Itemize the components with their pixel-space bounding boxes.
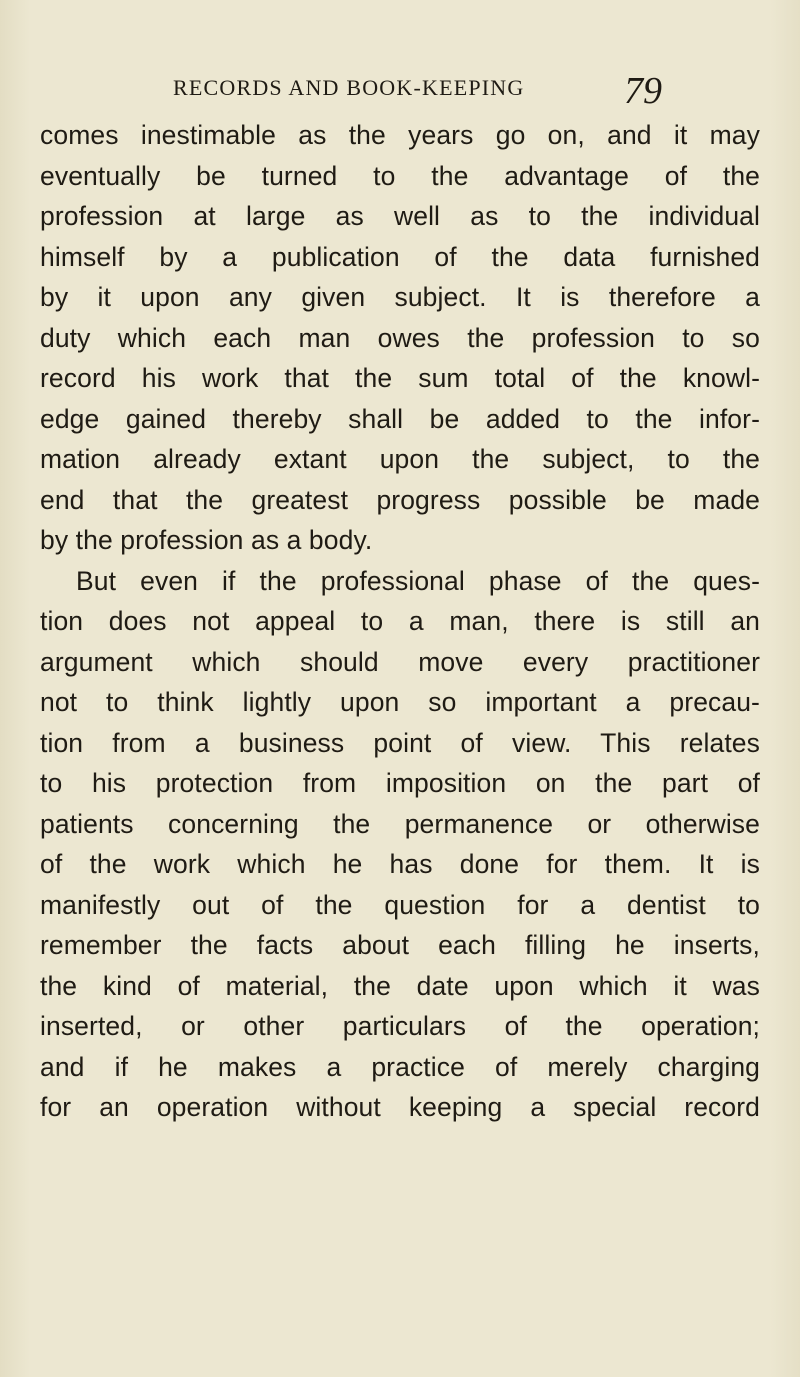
text-line: mation already extant upon the subject, to the [40, 444, 760, 474]
body-text [40, 115, 760, 1128]
text-line: inserted, or other particulars of the operation; [40, 1011, 760, 1041]
text-line: remember the facts about each filling he inserts, [40, 930, 760, 960]
paragraph-first-line: But even if the professional phase of the ques- [76, 565, 760, 596]
page-number: 79 [624, 70, 662, 112]
text-line: comes inestimable as the years go on, and it may [40, 120, 760, 150]
text-line: manifestly out of the question for a dentist to [40, 889, 760, 920]
text-line: duty which each man owes the profession to so [40, 322, 760, 353]
text-line: by it upon any given subject. It is therefore a [40, 282, 760, 312]
text-line: edge gained thereby shall be added to the infor- [40, 403, 760, 434]
text-line: not to think lightly upon so important a precau- [40, 687, 760, 717]
text-line: argument which should move every practitioner [40, 646, 760, 677]
text-line: tion does not appeal to a man, there is still an [40, 606, 760, 636]
text-line: patients concerning the permanence or otherwise [40, 808, 760, 839]
text-line: by the profession as a body. [40, 525, 373, 555]
text-line: end that the greatest progress possible be made [40, 484, 760, 515]
text-line: the kind of material, the date upon which it was [40, 970, 760, 1001]
text-line: himself by a publication of the data furnished [40, 241, 760, 272]
text-line: record his work that the sum total of the knowl- [40, 363, 760, 393]
text-line: for an operation without keeping a special record [40, 1092, 760, 1122]
text-line: profession at large as well as to the individual [40, 201, 760, 231]
text-line: eventually be turned to the advantage of the [40, 160, 760, 191]
running-head: RECORDS AND BOOK-KEEPING [173, 75, 525, 100]
text-line: and if he makes a practice of merely charging [40, 1051, 760, 1082]
text-line: tion from a business point of view. This relates [40, 727, 760, 758]
text-line: of the work which he has done for them. It is [40, 849, 760, 879]
text-line: to his protection from imposition on the part of [40, 768, 760, 798]
page-header [0, 72, 800, 112]
